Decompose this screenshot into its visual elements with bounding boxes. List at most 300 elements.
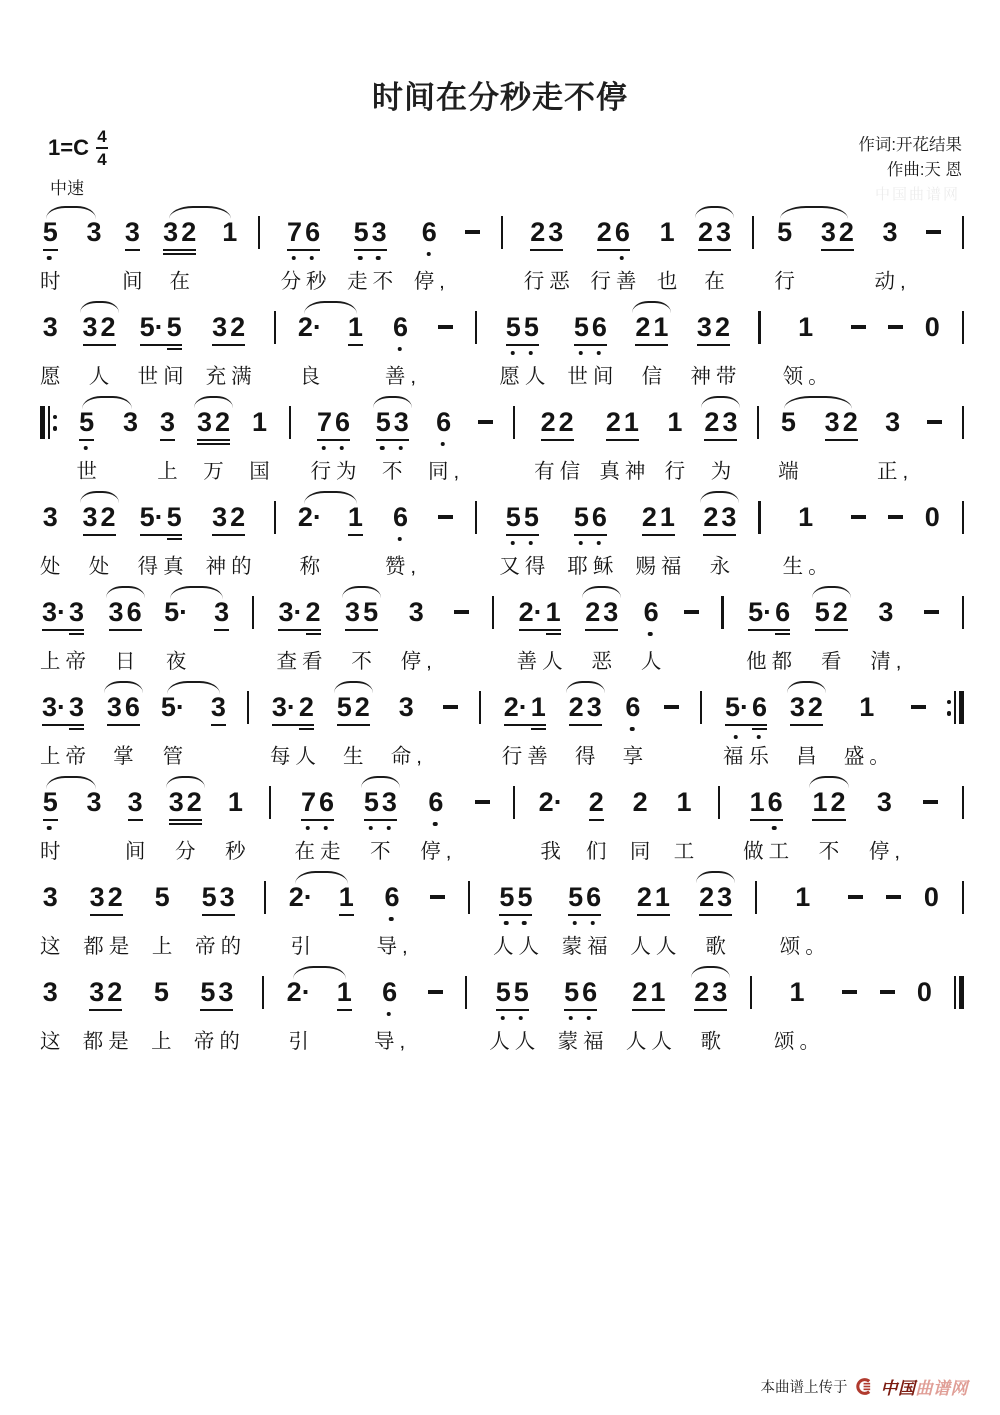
note-digit: 7 [301,787,316,817]
note-group [868,774,906,863]
lyric-text: 不 [382,460,403,483]
lyric-text: 行善 [590,270,642,293]
arc-zone [911,679,926,692]
note-digits [212,502,245,532]
arc-zone [926,204,941,217]
beam-underline [69,633,84,635]
note-digit: 2 [588,787,604,817]
note-digits [684,597,699,627]
arc-zone [558,964,604,977]
note-digit: 3 [586,692,602,722]
arc-zone [430,869,445,882]
note-digit: 3 [603,597,619,627]
arc-zone [534,394,580,407]
low-octave-dot [433,822,438,827]
note-group [812,774,846,863]
site-logo-icon [855,1378,874,1395]
note-digit: 6 [436,407,451,437]
note-digits [222,217,237,247]
arc-zone [880,964,895,977]
note-digit: 5 [564,977,579,1007]
lyric-text: 充满 [205,365,257,388]
arc-zone [699,869,732,882]
note-digit: 3 [212,502,228,532]
low-octave-dot [591,921,596,926]
note-digits [79,407,94,437]
note-digit: 1 [789,977,805,1007]
note-group [40,204,61,293]
arc-zone [623,679,644,692]
note-digits [851,312,866,342]
arc-zone [123,394,138,407]
arc-zone [641,584,662,597]
note-digits [252,407,267,437]
beam-underline [775,633,790,635]
beam-underline [42,724,84,726]
lyric-text: 夜 [165,650,187,673]
note-group [151,869,173,958]
note-digit: 2 [305,597,321,627]
note-digit: 5 [506,502,521,532]
lyric-text: 为 [710,460,732,483]
arc-zone [925,489,940,502]
beam-underline [815,629,848,631]
arc-zone [780,869,826,882]
note-group [640,584,662,673]
note-digit: 5 [524,502,539,532]
note-digit: 2 [807,692,823,722]
note-digits [376,407,409,437]
note-group [151,964,172,1053]
note-digit: 2 [298,692,314,722]
note-digit: 5 [43,787,58,817]
barline [758,501,760,534]
note-group [690,299,742,388]
beam-underline [519,629,561,631]
note-digit: 5 [364,787,379,817]
barline [700,691,702,724]
note-group [168,774,202,863]
bar-thick [40,406,45,439]
lyric-text: 善人 [516,650,568,673]
barline [262,976,264,1009]
note-digit: 3 [127,787,143,817]
note-digit: 3 [721,502,737,532]
beam-underline [140,534,182,536]
lyric-text: 导, [376,935,413,958]
note-digit: 5 [201,882,217,912]
beam-underline [167,538,182,540]
note-group [843,679,895,768]
arc-zone [690,299,736,312]
note-digit: 3 [108,597,124,627]
note-digit: 5· [748,597,773,627]
note-group [40,774,61,863]
barline [269,786,271,819]
beam-underline [43,249,58,251]
note-group [225,774,246,863]
arc-zone [825,394,858,407]
note-group [347,204,399,293]
low-octave-dot [321,446,326,451]
low-octave-dot [504,921,509,926]
note-group [348,299,363,383]
score-line [40,394,964,489]
lyric-text: 有信 [534,460,586,483]
note-group [629,774,651,863]
arc-zone [665,394,686,407]
arc-zone [443,679,458,692]
note-digits [87,787,102,817]
arc-zone [87,774,102,787]
barline [274,501,276,534]
beam-underline [125,249,140,251]
note-digit: 1 [227,787,243,817]
beam-underline [287,249,320,251]
note-digit: 2 [230,502,246,532]
beam-underline [83,344,116,346]
beam-underline [169,823,202,825]
note-group [376,869,413,958]
note-digits [169,787,202,817]
note-digits [888,502,903,532]
arc-zone [40,774,61,787]
arc-zone [225,774,246,787]
arc-zone [567,489,613,502]
note-group [880,964,895,1048]
note-group [375,394,409,483]
note-digit: 3 [394,407,409,437]
arc-zone [295,774,341,787]
beam-underline [107,724,140,726]
note-group [925,299,940,383]
low-octave-dot [578,351,583,356]
note-group [428,394,465,483]
arc-zone [821,204,854,217]
note-group [196,394,231,483]
dash-note [888,515,903,519]
note-digits [625,692,640,722]
arc-zone [339,869,354,882]
arc-zone [684,584,699,597]
note-digit: 3 [696,312,712,342]
note-digits [504,692,546,722]
dash-note [438,515,453,519]
barline [274,311,276,344]
low-octave-dot [756,735,761,740]
note-digit: 1 [798,502,814,532]
bar-thick [959,976,964,1009]
beam-underline [750,819,783,821]
note-group [82,489,116,578]
beam-underline [197,439,230,441]
lyric-text: 生 [343,745,364,768]
note-group [339,869,354,953]
barline [752,216,754,249]
arc-zone [844,679,890,692]
dash-note [911,705,926,709]
note-digits [289,882,313,912]
note-digits [539,787,563,817]
note-digit: 6 [586,882,601,912]
note-group [123,394,138,478]
barline [962,311,964,344]
rest-note: 0 [924,312,940,342]
note-digit: 3 [124,217,140,247]
low-octave-dot [510,351,515,356]
arc-zone [270,679,316,692]
lyric-text: 日 [114,650,136,673]
arc-zone [524,204,570,217]
dash-note [851,325,866,329]
arc-zone [783,299,829,312]
arc-zone [664,679,679,692]
note-digit: 2 [842,407,858,437]
note-digits [541,407,574,437]
note-digits [694,977,727,1007]
note-digit: 2 [838,217,854,247]
lyric-text: 间 [122,270,143,293]
arc-zone [376,869,407,882]
low-octave-dot [386,826,391,831]
note-digit: 6 [422,217,437,247]
beam-underline [202,914,235,916]
lyric-text: 永 [709,555,731,578]
beam-underline [531,728,546,730]
note-digit: 5· [160,692,185,722]
note-group [478,394,493,478]
lyric-text: 帝的 [193,1030,245,1053]
lyric-text: 这 [40,1030,61,1053]
note-digits [348,312,363,342]
note-group [337,964,352,1048]
note-digits [848,882,863,912]
note-digits [125,217,140,247]
bar-thin [48,406,50,439]
arc-zone [674,774,695,787]
barline [757,406,759,439]
lyric-text: 颂。 [779,935,831,958]
low-octave-dot [528,541,533,546]
arc-zone [917,964,932,977]
beam-underline [345,629,378,631]
uploaded-note: 本曲谱上传于 [760,1380,848,1396]
arc-zone [790,679,823,692]
note-group [684,584,699,668]
note-digit: 5 [153,977,169,1007]
note-digits [597,217,630,247]
lyric-text: 们 [586,840,607,863]
note-digit: 5 [354,217,369,247]
note-digit: 2 [107,882,123,912]
rest-note: 0 [916,977,932,1007]
note-group [501,679,553,768]
note-digit: 3 [885,407,901,437]
beam-underline [169,819,202,821]
lyric-text: 时 [40,270,61,293]
beam-underline [272,724,314,726]
note-digits [925,312,940,342]
lyric-text: 同 [629,840,651,863]
note-digits [90,882,123,912]
arc-zone [630,869,676,882]
low-octave-dot [358,256,363,261]
beam-underline [214,629,229,631]
arc-zone [374,964,405,977]
note-digit: 2 [585,597,601,627]
note-digit: 6 [382,977,397,1007]
note-digit: 1 [676,787,692,817]
slur-group [164,584,230,673]
lyric-text: 他都 [746,650,798,673]
note-digit: 3 [789,692,805,722]
low-octave-dot [772,826,777,831]
note-digit: 3· [271,692,296,722]
note-digits [924,882,939,912]
note-digit: 2 [230,312,246,342]
arc-zone [848,869,863,882]
lyric-text: 人 [640,650,662,673]
note-digits [428,977,443,1007]
beam-underline [597,249,630,251]
barline [475,501,477,534]
song-title: 时间在分秒走不停 [372,80,628,115]
key-signature [48,128,108,168]
note-group [400,584,437,673]
note-digits [211,692,226,722]
beam-underline [160,439,175,441]
note-digits [200,977,233,1007]
note-digit: 2 [540,407,556,437]
lyric-text: 引 [288,1030,309,1053]
note-digit: 3 [106,692,122,722]
note-digit: 6 [126,597,142,627]
note-digit: 6 [644,597,659,627]
rest-note: 0 [923,882,939,912]
notation [40,204,964,1059]
lyric-text: 世 [76,460,97,483]
note-digits [506,502,539,532]
note-group [137,299,189,388]
barline [252,596,254,629]
slur-group [297,489,363,578]
note-group [76,394,97,483]
dash-note [927,420,942,424]
note-group [430,869,445,953]
dash-note [475,800,490,804]
note-digit: 3 [122,407,138,437]
note-digits [635,312,668,342]
beam-underline [212,534,245,536]
arc-zone [414,204,445,217]
note-digit: 1 [347,312,363,342]
lyric-text: 在 [704,270,725,293]
site-brand-strong: 中国 [880,1379,916,1398]
lyric-text: 清, [870,650,907,673]
note-digit: 3 [408,597,424,627]
note-digit: 2 [697,217,713,247]
note-digit: 2· [297,312,322,342]
score-line [40,299,964,394]
note-digits [454,597,469,627]
note-digit: 2· [286,977,311,1007]
note-digits [725,692,767,722]
note-digits [815,597,848,627]
note-digits [228,787,243,817]
lyric-text: 国 [249,460,270,483]
note-digits [197,407,230,437]
note-digits [428,787,443,817]
note-digits [202,882,235,912]
lyric-text: 帝的 [195,935,247,958]
note-group [704,394,738,483]
arc-zone [539,774,563,787]
credits [858,133,962,183]
lyric-text: 不 [351,650,372,673]
note-digit: 7 [317,407,332,437]
note-digits [644,597,659,627]
barline [750,976,752,1009]
slur-group [163,204,238,293]
arc-zone [169,774,202,787]
arc-zone [493,869,539,882]
note-digit: 3 [68,597,85,627]
note-digits [154,977,169,1007]
beam-underline [574,344,607,346]
note-digit: 2· [297,502,322,532]
barline [258,216,260,249]
note-group [286,964,311,1053]
beam-underline [637,914,670,916]
note-digits [569,692,602,722]
low-octave-dot [510,541,515,546]
note-digit: 1 [654,882,670,912]
lyric-text: 时 [40,840,61,863]
note-group [874,204,911,293]
beam-underline [79,439,94,441]
note-digits [924,597,939,627]
low-octave-dot [619,256,624,261]
note-digit: 3 [398,692,414,722]
note-group [778,394,799,483]
note-group [789,679,823,768]
barline [475,311,477,344]
lyric-text: 做工 [743,840,795,863]
note-group [124,774,146,863]
note-digit: 6 [393,312,408,342]
note-group [288,869,313,958]
note-digits [859,692,874,722]
note-group [774,204,795,293]
arc-zone [851,489,866,502]
note-group [851,489,866,573]
barline [962,501,964,534]
note-digit: 5· [139,502,164,532]
lyric-text: 上 [151,1030,172,1053]
note-digits [564,977,597,1007]
note-group [848,869,863,953]
beam-underline [83,534,116,536]
note-group [205,299,257,388]
fraction-bar [96,147,108,149]
note-digit: 5 [166,502,182,532]
note-digits [393,312,408,342]
barline [962,596,964,629]
note-digit: 1 [336,977,352,1007]
low-octave-dot [398,446,403,451]
note-digit: 5 [568,882,583,912]
note-digits [574,312,607,342]
